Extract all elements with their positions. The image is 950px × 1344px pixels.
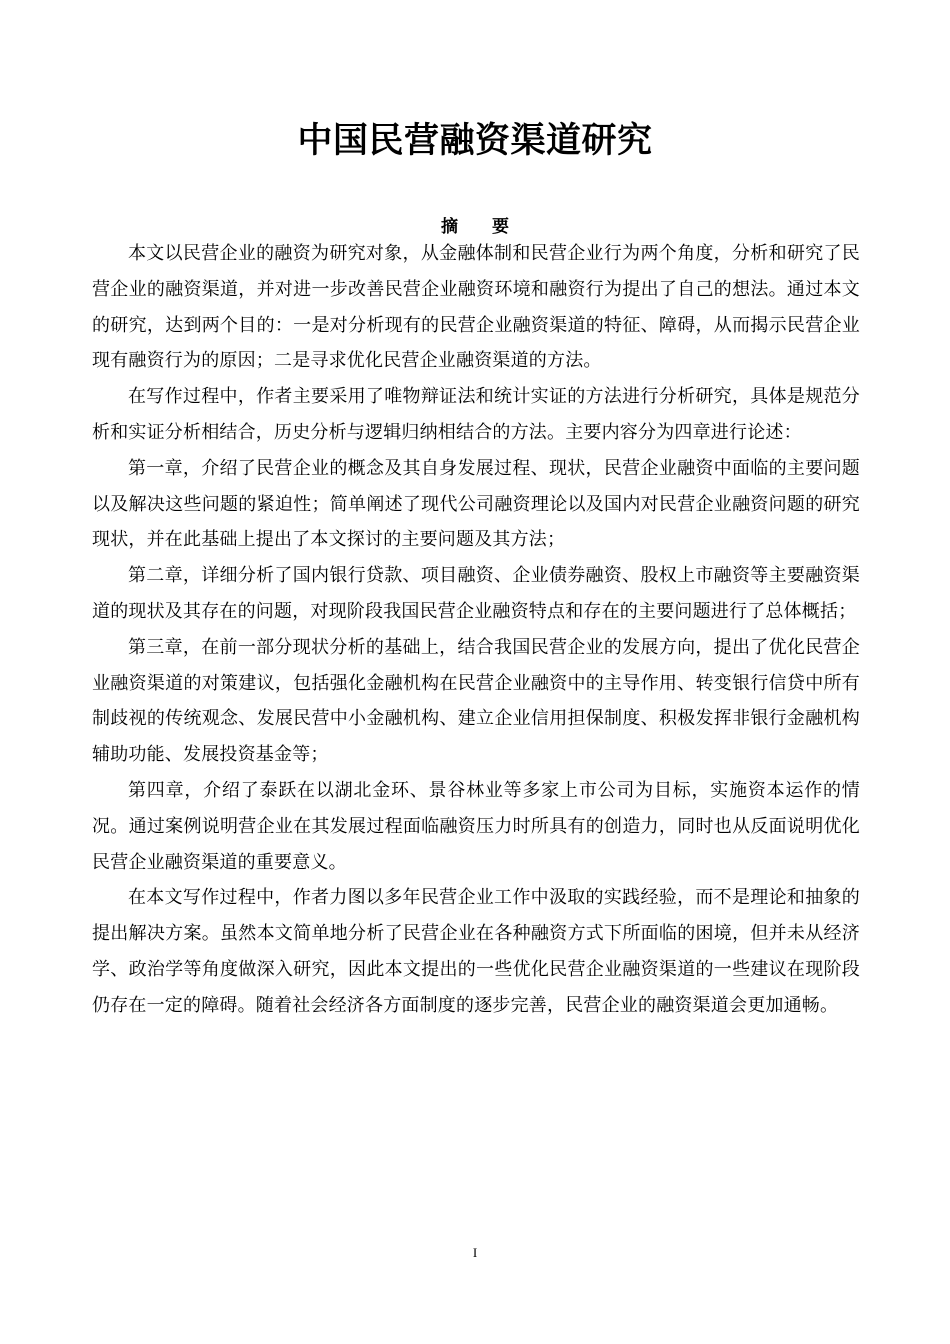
abstract-paragraph-5: 第三章，在前一部分现状分析的基础上，结合我国民营企业的发展方向，提出了优化民营企业融资渠道的对策建议，包括强化金融机构在民营企业融资中的主导作用、转变银行信贷中所有制歧视的传统观念、发展民营中小金融机构、建立企业信用担保制度、积极发挥非银行金融机构辅助功能、发展投资基金等； [92,636,860,766]
abstract-paragraph-1: 本文以民营企业的融资为研究对象，从金融体制和民营企业行为两个角度，分析和研究了民营企业的融资渠道，并对进一步改善民营企业融资环境和融资行为提出了自己的想法。通过本文的研究，达到两个目的：一是对分析现有的民营企业融资渠道的特征、障碍，从而揭示民营企业现有融资行为的原因；二是寻求优化民营企业融资渠道的方法。 [92,243,860,372]
abstract-paragraph-2: 在写作过程中，作者主要采用了唯物辩证法和统计实证的方法进行分析研究，具体是规范分析和实证分析相结合，历史分析与逻辑归纳相结合的方法。主要内容分为四章进行论述： [92,386,860,443]
abstract-heading: 摘要 [441,217,543,237]
abstract-paragraph-4: 第二章，详细分析了国内银行贷款、项目融资、企业债券融资、股权上市融资等主要融资渠道的现状及其存在的问题，对现阶段我国民营企业融资特点和存在的主要问题进行了总体概括； [92,565,860,622]
abstract-paragraph-6: 第四章，介绍了泰跃在以湖北金环、景谷林业等多家上市公司为目标，实施资本运作的情况。通过案例说明营企业在其发展过程面临融资压力时所具有的创造力，同时也从反面说明优化民营企业融资渠道的重要意义。 [92,779,860,873]
document-title: 中国民营融资渠道研究 [297,121,653,161]
abstract-body [92,236,860,1024]
page-number: I [472,1245,478,1260]
abstract-paragraph-3: 第一章，介绍了民营企业的概念及其自身发展过程、现状，民营企业融资中面临的主要问题以及解决这些问题的紧迫性；简单阐述了现代公司融资理论以及国内对民营企业融资问题的研究现状，并在此基础上提出了本文探讨的主要问题及其方法； [92,457,860,551]
abstract-paragraph-7: 在本文写作过程中，作者力图以多年民营企业工作中汲取的实践经验，而不是理论和抽象的提出解决方案。虽然本文简单地分析了民营企业在各种融资方式下所面临的困境，但并未从经济学、政治学等角度做深入研究，因此本文提出的一些优化民营企业融资渠道的一些建议在现阶段仍存在一定的障碍。随着社会经济各方面制度的逐步完善，民营企业的融资渠道会更加通畅。 [92,887,860,1016]
